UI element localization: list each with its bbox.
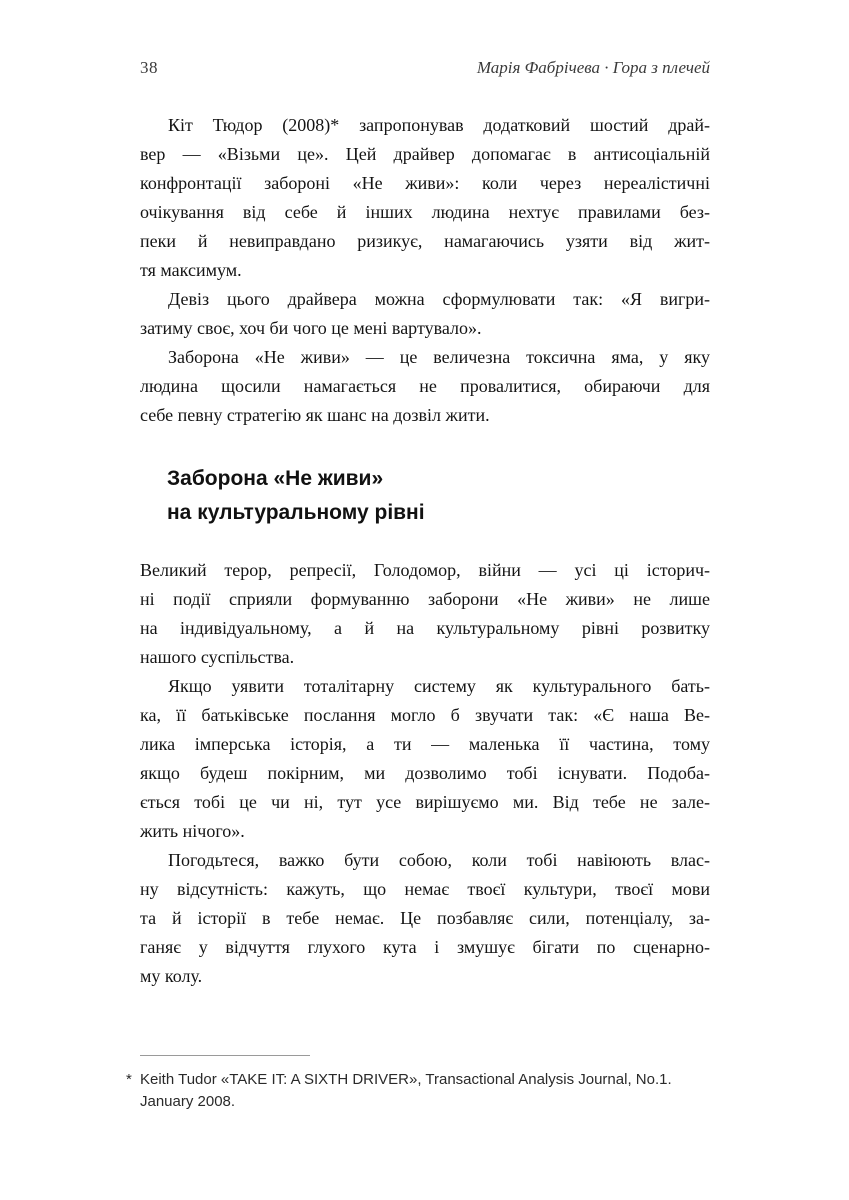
text-line: Кіт Тюдор (2008)* запропонував додатковий шостий драй- — [168, 115, 710, 135]
text-line: ється тобі це чи ні, тут усе вирішуємо ми. Від тебе не зале- — [140, 792, 710, 812]
text-line: пеки й невиправдано ризикує, намагаючись узяти від жит- — [140, 231, 710, 251]
text-line: тя максимум. — [140, 260, 242, 280]
running-header: Марія Фабрічева · Гора з плечей — [476, 58, 710, 77]
section-heading — [140, 462, 710, 530]
footnote-marker: * — [126, 1071, 132, 1088]
running-head — [140, 58, 710, 78]
text-line: ну відсутність: кажуть, що немає твоєї культури, твоєї мови — [140, 879, 710, 899]
text-line: конфронтації забороні «Не живи»: коли через нереалістичні — [140, 173, 710, 193]
text-line: та й історії в тебе немає. Це позбавляє сили, потенціалу, за- — [140, 908, 710, 928]
text-line: Великий терор, репресії, Голодомор, війни — усі ці історич- — [140, 560, 710, 580]
footnote-rule — [140, 1055, 310, 1056]
heading-line: на культуральному рівні — [167, 501, 425, 524]
text-line: себе певну стратегію як шанс на дозвіл жити. — [140, 405, 490, 425]
text-line: людина щосили намагається не провалитися, обираючи для — [140, 376, 710, 396]
text-line: Якщо уявити тоталітарну систему як культурального бать- — [168, 676, 710, 696]
text-line: вер — «Візьми це». Цей драйвер допомагає в антисоціальній — [140, 144, 710, 164]
text-line: Погодьтеся, важко бути собою, коли тобі навіюють влас- — [168, 850, 710, 870]
text-line: на індивідуальному, а й на культуральному рівні розвитку — [140, 618, 710, 638]
footnote — [126, 1055, 710, 1113]
heading-line: Заборона «Не живи» — [167, 467, 384, 490]
text-line: якщо будеш покірним, ми дозволимо тобі існувати. Подоба- — [140, 763, 710, 783]
paragraph — [140, 343, 710, 430]
text-line: очікування від себе й інших людина нехтує правилами без- — [140, 202, 710, 222]
text-line: нашого суспільства. — [140, 647, 295, 667]
text-line: му колу. — [140, 966, 203, 986]
text-line: затиму своє, хоч би чого це мені вартувало». — [140, 318, 482, 338]
paragraph — [140, 556, 710, 672]
footnote-body — [126, 1069, 710, 1113]
paragraph — [140, 285, 710, 343]
text-line: жить нічого». — [140, 821, 245, 841]
text-line: Девіз цього драйвера можна сформулювати так: «Я вигри- — [168, 289, 710, 309]
text-line: лика імперська історія, а ти — маленька її частина, тому — [140, 734, 710, 754]
footnote-line: January 2008. — [140, 1093, 236, 1110]
footnote-line: Keith Tudor «TAKE IT: A SIXTH DRIVER», Transactional Analysis Journal, No.1. — [140, 1071, 672, 1088]
page-number: 38 — [140, 58, 158, 77]
text-line: ні події сприяли формуванню заборони «Не живи» не лише — [140, 589, 710, 609]
text-line: ганяє у відчуття глухого кута і змушує бігати по сценарно- — [140, 937, 710, 957]
paragraph — [140, 846, 710, 991]
paragraph — [140, 111, 710, 285]
text-line: Заборона «Не живи» — це величезна токсична яма, у яку — [168, 347, 710, 367]
footnote-text — [140, 1069, 710, 1113]
text-line: ка, її батьківське послання могло б звучати так: «Є наша Ве- — [140, 705, 710, 725]
body-text — [140, 111, 710, 991]
paragraph — [140, 672, 710, 846]
